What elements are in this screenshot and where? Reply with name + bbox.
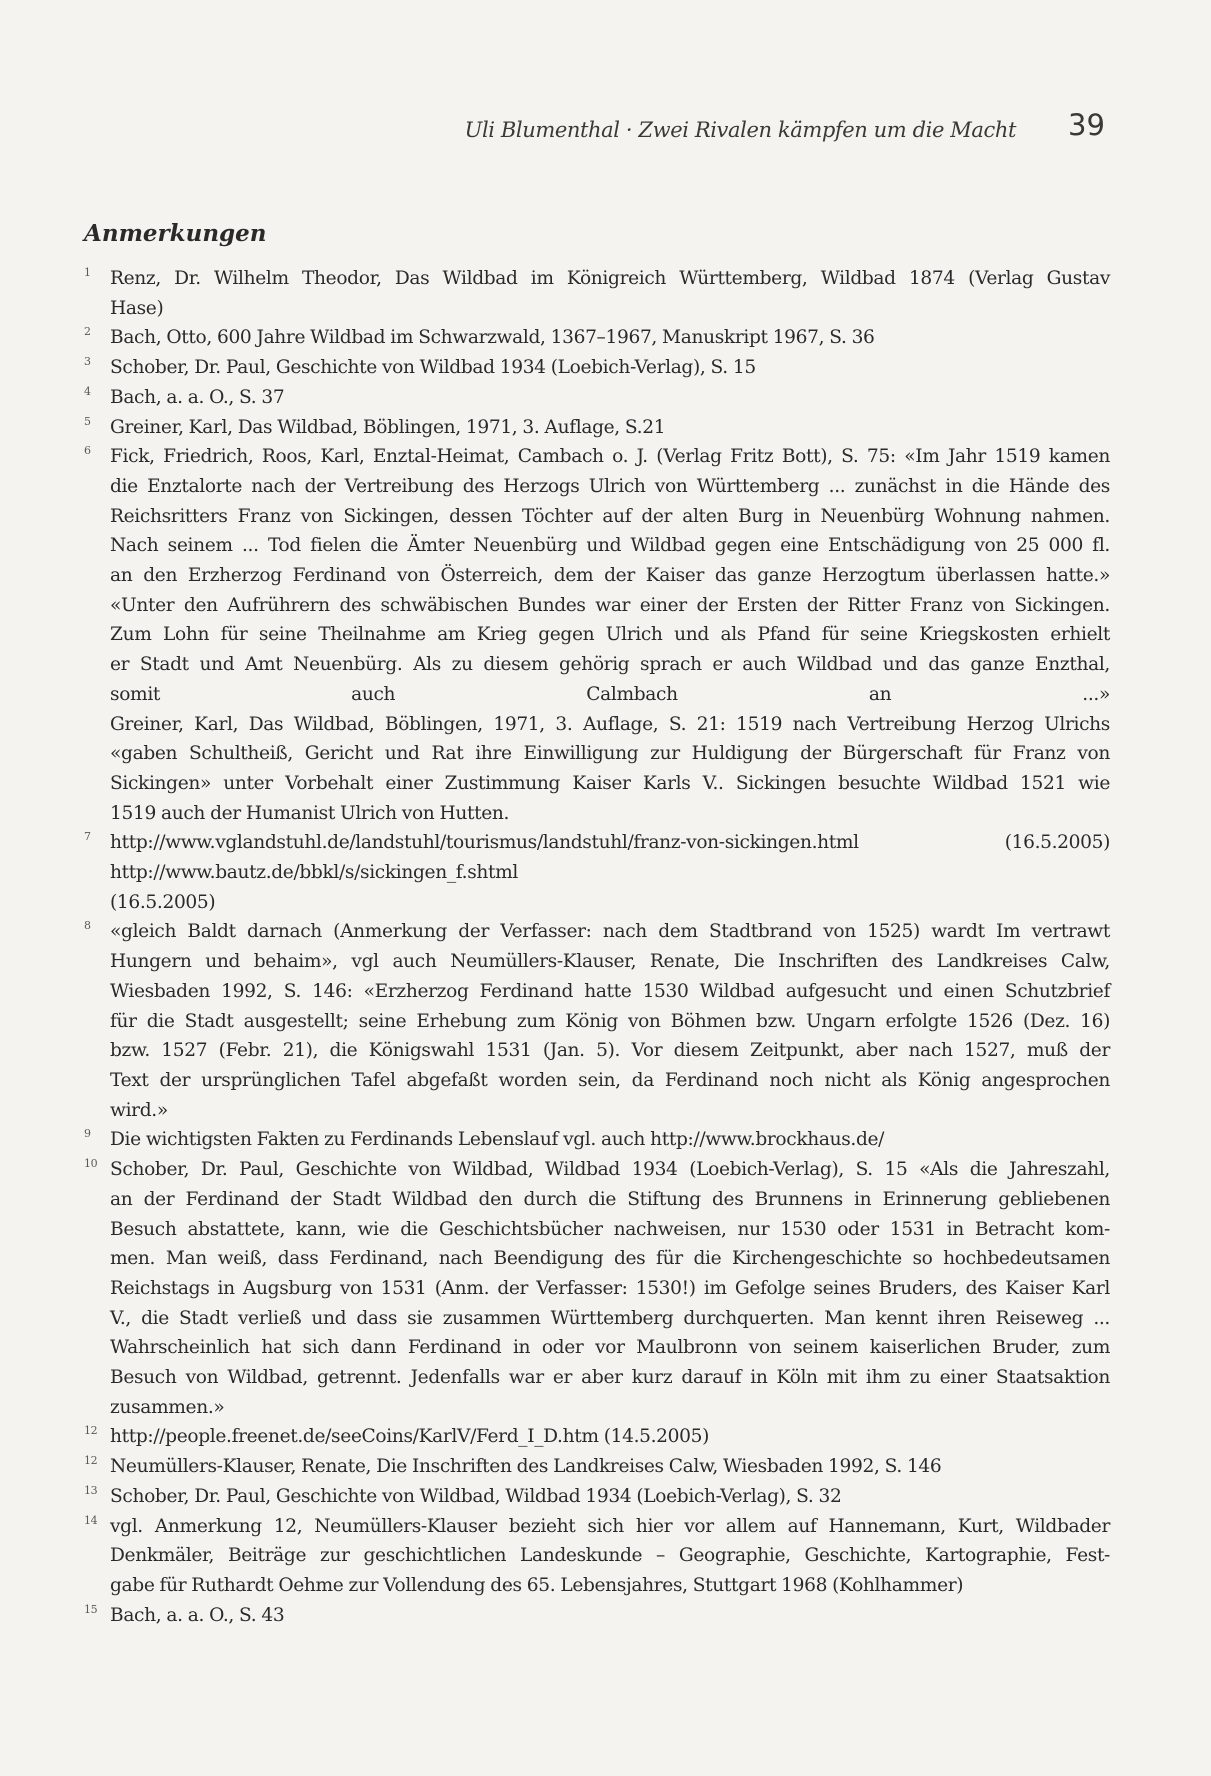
footnote-line: Bach, Otto, 600 Jahre Wildbad im Schwarzwald, 1367–1967, Manuskript 1967, S. 36 xyxy=(110,327,875,349)
footnote xyxy=(84,1422,1110,1452)
footnote-line: Renz, Dr. Wilhelm Theodor, Das Wildbad im Königreich Württemberg, Wildbad 1874 (Verlag Gustav xyxy=(110,268,1110,289)
footnote-line: Schober, Dr. Paul, Geschichte von Wildbad 1934 (Loebich-Verlag), S. 15 xyxy=(110,357,756,379)
footnote xyxy=(84,413,1110,443)
footnote-line: Schober, Dr. Paul, Geschichte von Wildbad, Wildbad 1934 (Loebich-Verlag), S. 32 xyxy=(110,1485,842,1507)
footnote-line: Wahrscheinlich hat sich dann Ferdinand in oder vor Maulbronn von seinem kaiserlichen Bruder, zum xyxy=(110,1337,1110,1359)
footnote-number: 6 xyxy=(84,444,91,458)
footnote-line: Nach seinem ... Tod fielen die Ämter Neuenbürg und Wildbad gegen eine Entschädigung von 25 000 fl. xyxy=(110,535,1110,557)
footnote-line: zusammen.» xyxy=(110,1396,225,1418)
footnote-line: gabe für Ruthardt Oehme zur Vollendung des 65. Lebensjahres, Stuttgart 1968 (Kohlhammer) xyxy=(110,1574,964,1596)
footnote-line: Bach, a. a. O., S. 43 xyxy=(110,1604,285,1626)
footnote-number: 15 xyxy=(84,1602,98,1616)
footnote-line: http://people.freenet.de/seeCoins/KarlV/Ferd_I_D.htm (14.5.2005) xyxy=(110,1426,709,1448)
footnote-line: Hungern und behaim», vgl auch Neumüllers-Klauser, Renate, Die Inschriften des Landkreises Calw, xyxy=(110,951,1110,973)
footnote-number: 4 xyxy=(84,384,91,398)
footnote-number: 5 xyxy=(84,414,91,428)
footnote-line: die Enztalorte nach der Vertreibung des Herzogs Ulrich von Württemberg ... zunächst in die Hände des xyxy=(110,475,1110,497)
footnote-line: Reichsritters Franz von Sickingen, dessen Töchter auf der alten Burg in Neuenbürg Wohnung nahmen. xyxy=(110,505,1110,527)
footnote-number: 3 xyxy=(84,355,91,369)
footnote xyxy=(84,828,1110,917)
footnote-line: für die Stadt ausgestellt; seine Erhebung zum König von Böhmen bzw. Ungarn erfolgte 1526 (Dez. 16) xyxy=(110,1010,1110,1032)
footnote-line: Die wichtigsten Fakten zu Ferdinands Lebenslauf vgl. auch http://www.brockhaus.de/ xyxy=(110,1129,885,1151)
footnote-line: Bach, a. a. O., S. 37 xyxy=(110,386,285,408)
footnote xyxy=(84,264,1110,323)
footnote-line: Hase) xyxy=(110,297,164,319)
footnote xyxy=(84,917,1110,1125)
footnote-line: an den Erzherzog Ferdinand von Österreich, dem der Kaiser das ganze Herzogtum überlassen hatte.» xyxy=(110,565,1110,587)
footnote xyxy=(84,1482,1110,1512)
footnote-line: wird.» xyxy=(110,1099,168,1121)
footnote xyxy=(84,383,1110,413)
footnote-line: Wiesbaden 1992, S. 146: «Erzherzog Ferdinand hatte 1530 Wildbad aufgesucht und einen Schutzbrief xyxy=(110,980,1110,1002)
footnote-line: Besuch abstattete, kann, wie die Geschichtsbücher nachweisen, nur 1530 oder 1531 in Betracht kom- xyxy=(110,1218,1110,1240)
footnote-line: Besuch von Wildbad, getrennt. Jedenfalls war er aber kurz darauf in Köln mit ihm zu einer Staatsaktion xyxy=(110,1367,1110,1389)
footnotes-list xyxy=(84,264,1110,1630)
footnote xyxy=(84,1512,1110,1601)
footnote xyxy=(84,1155,1110,1422)
footnote xyxy=(84,323,1110,353)
footnote-number: 10 xyxy=(84,1157,98,1171)
footnote-line: «gaben Schultheiß, Gericht und Rat ihre Einwilligung zur Huldigung der Bürgerschaft für Franz von xyxy=(110,743,1110,765)
running-title: Uli Blumenthal · Zwei Rivalen kämpfen um die Macht xyxy=(464,118,1016,142)
footnote-number: 9 xyxy=(84,1127,91,1141)
footnote-line: Zum Lohn für seine Theilnahme am Krieg gegen Ulrich und als Pfand für seine Kriegskosten erhielt xyxy=(110,624,1110,646)
footnote-line: Fick, Friedrich, Roos, Karl, Enztal-Heimat, Cambach o. J. (Verlag Fritz Bott), S. 75: «Im Jahr 1519 kamen xyxy=(110,446,1110,468)
footnote-number: 14 xyxy=(84,1513,98,1527)
footnote-number: 8 xyxy=(84,919,91,933)
footnote-number: 12 xyxy=(84,1454,98,1468)
footnote-number: 13 xyxy=(84,1483,98,1497)
footnote-line: Greiner, Karl, Das Wildbad, Böblingen, 1971, 3. Auflage, S.21 xyxy=(110,416,666,438)
footnote-line: Greiner, Karl, Das Wildbad, Böblingen, 1971, 3. Auflage, S. 21: 1519 nach Vertreibung Herzog Ulrichs xyxy=(110,713,1110,735)
footnote-line: V., die Stadt verließ und dass sie zusammen Württemberg durchquerten. Man kennt ihren Reiseweg ... xyxy=(110,1307,1110,1329)
footnote-number: 12 xyxy=(84,1424,98,1438)
footnote-line: http://www.vglandstuhl.de/landstuhl/tourismus/landstuhl/franz-von-sickingen.html (16.5.2005) xyxy=(110,832,1110,854)
footnote xyxy=(84,353,1110,383)
footnote-line: http://www.bautz.de/bbkl/s/sickingen_f.shtml xyxy=(110,862,519,884)
footnote-line: an der Ferdinand der Stadt Wildbad den durch die Stiftung des Brunnens in Erinnerung gebliebenen xyxy=(110,1188,1110,1210)
footnote xyxy=(84,1452,1110,1482)
footnote-line: men. Man weiß, dass Ferdinand, nach Beendigung des für die Kirchengeschichte so hochbedeutsamen xyxy=(110,1248,1110,1270)
footnote xyxy=(84,1125,1110,1155)
footnote-line: Reichstags in Augsburg von 1531 (Anm. der Verfasser: 1530!) im Gefolge seines Bruders, des Kaiser Karl xyxy=(110,1277,1110,1299)
footnote-line: bzw. 1527 (Febr. 21), die Königswahl 1531 (Jan. 5). Vor diesem Zeitpunkt, aber nach 1527, muß der xyxy=(110,1040,1110,1062)
footnote-line: er Stadt und Amt Neuenbürg. Als zu diesem gehörig sprach er auch Wildbad und das ganze Enzthal, xyxy=(110,654,1110,676)
section-heading: Anmerkungen xyxy=(84,220,267,247)
footnote-line: somit auch Calmbach an ...» xyxy=(110,683,1110,705)
footnote-line: vgl. Anmerkung 12, Neumüllers-Klauser bezieht sich hier vor allem auf Hannemann, Kurt, Wildbader xyxy=(110,1515,1110,1537)
page-number: 39 xyxy=(1068,108,1105,142)
footnote-line: Neumüllers-Klauser, Renate, Die Inschriften des Landkreises Calw, Wiesbaden 1992, S. 146 xyxy=(110,1456,942,1478)
footnote xyxy=(84,1601,1110,1631)
footnote-number: 2 xyxy=(84,325,91,339)
footnote-line: Denkmäler, Beiträge zur geschichtlichen Landeskunde – Geographie, Geschichte, Kartographie, Fest- xyxy=(110,1545,1110,1567)
footnote-number: 1 xyxy=(84,266,91,279)
footnote xyxy=(84,442,1110,828)
footnote-line: Schober, Dr. Paul, Geschichte von Wildbad, Wildbad 1934 (Loebich-Verlag), S. 15 «Als die Jahreszahl, xyxy=(110,1159,1110,1181)
footnote-line: (16.5.2005) xyxy=(110,891,216,913)
footnote-line: Text der ursprünglichen Tafel abgefaßt worden sein, da Ferdinand noch nicht als König angesprochen xyxy=(110,1069,1110,1091)
footnote-line: «Unter den Aufrührern des schwäbischen Bundes war einer der Ersten der Ritter Franz von Sickingen. xyxy=(110,594,1110,616)
footnote-line: 1519 auch der Humanist Ulrich von Hutten. xyxy=(110,802,510,824)
footnote-line: Sickingen» unter Vorbehalt einer Zustimmung Kaiser Karls V.. Sickingen besuchte Wildbad 1521 wie xyxy=(110,772,1110,794)
footnote-line: «gleich Baldt darnach (Anmerkung der Verfasser: nach dem Stadtbrand von 1525) wardt Im vertrawt xyxy=(110,921,1110,943)
footnote-number: 7 xyxy=(84,830,91,844)
